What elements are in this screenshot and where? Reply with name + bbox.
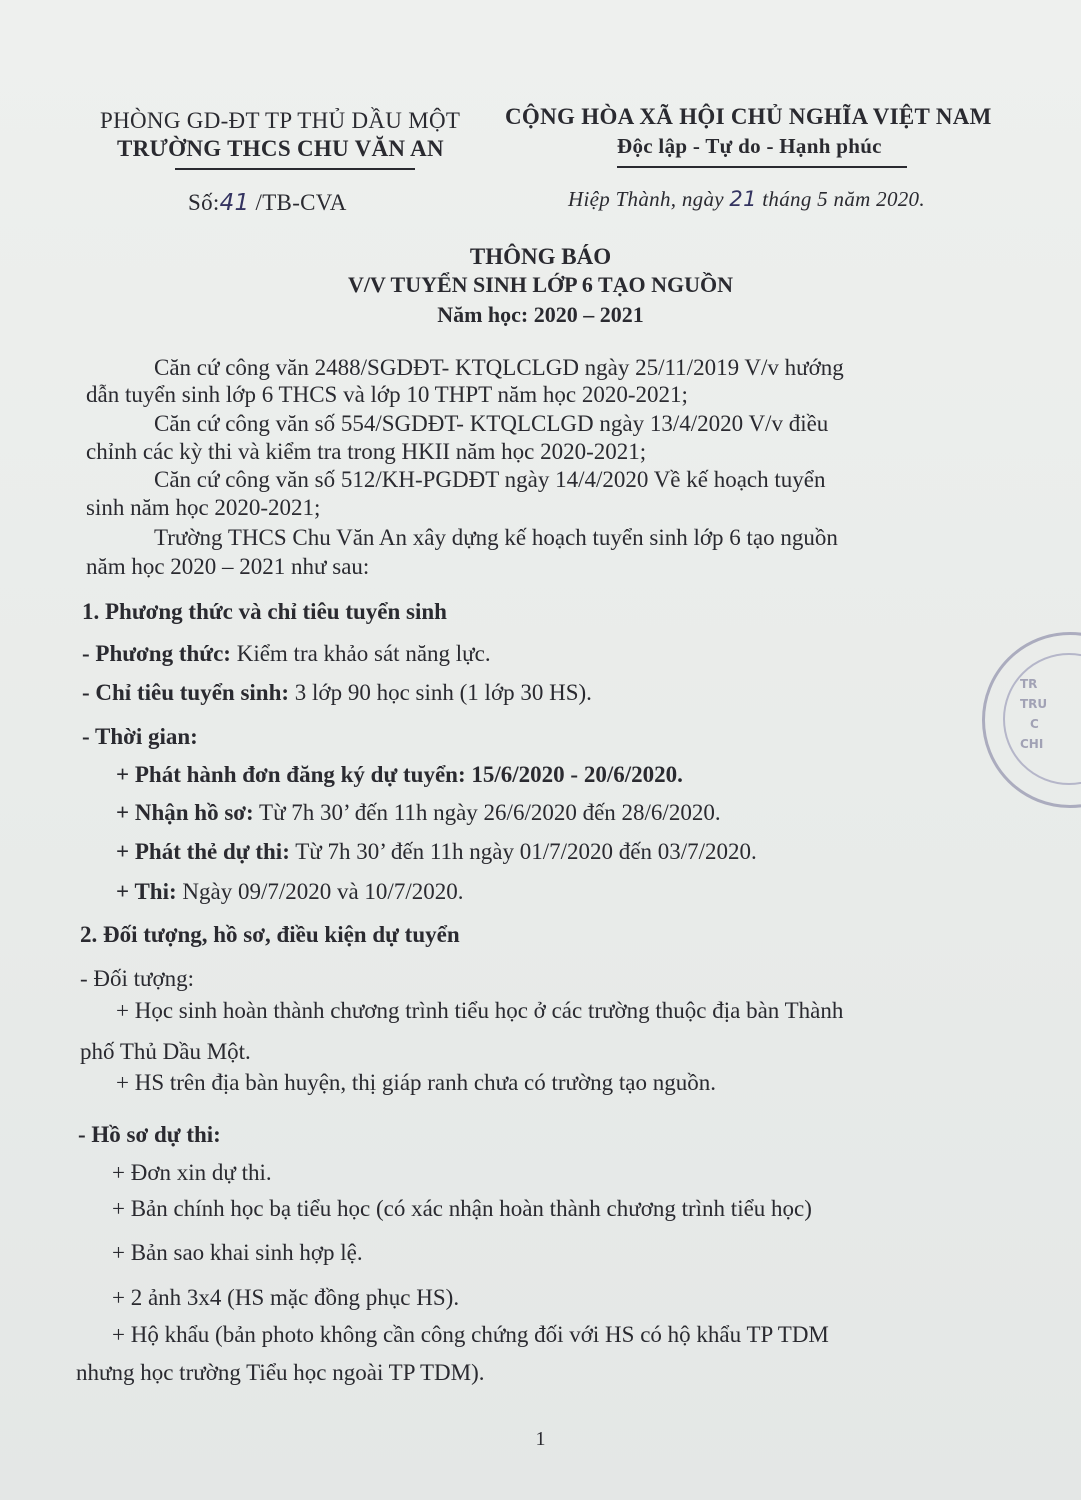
handwritten-day: 21 (729, 187, 757, 211)
section-2-heading: 2. Đối tượng, hồ sơ, điều kiện dự tuyển (80, 922, 460, 947)
doc-item-3: + Bản sao khai sinh hợp lệ. (112, 1240, 363, 1265)
plan-intro-line1: Trường THCS Chu Văn An xây dựng kế hoạch tuyển sinh lớp 6 tạo nguồn (154, 525, 838, 550)
doc-item-5-line2: nhưng học trường Tiểu học ngoài TP TDM). (76, 1360, 485, 1385)
issue-form-line: + Phát hành đơn đăng ký dự tuyển: 15/6/2020 - 20/6/2020. (116, 762, 683, 787)
motto-underline (617, 166, 907, 168)
target-2: + HS trên địa bàn huyện, thị giáp ranh chưa có trường tạo nguồn. (116, 1070, 717, 1095)
basis-3-line2: sinh năm học 2020-2021; (86, 495, 321, 520)
plan-intro-line2: năm học 2020 – 2021 như sau: (86, 554, 370, 579)
doc-item-2: + Bản chính học bạ tiểu học (có xác nhận hoàn thành chương trình tiểu học) (112, 1196, 812, 1221)
document-title: THÔNG BÁO (469, 244, 612, 269)
school-underline (175, 168, 415, 170)
exam-date-line: + Thi: Ngày 09/7/2020 và 10/7/2020. (116, 879, 464, 904)
basis-1-line2: dẫn tuyển sinh lớp 6 THCS và lớp 10 THPT năm học 2020-2021; (86, 382, 688, 407)
place-date: Hiệp Thành, ngày 21 tháng 5 năm 2020. (568, 187, 925, 211)
agency-name: PHÒNG GD-ĐT TP THỦ DẦU MỘT (100, 108, 461, 133)
official-seal-icon: TR TRU C CHI (982, 632, 1081, 808)
page-number: 1 (535, 1428, 546, 1450)
section-1-heading: 1. Phương thức và chỉ tiêu tuyển sinh (82, 599, 447, 624)
method-line: - Phương thức: Kiểm tra khảo sát năng lực. (82, 641, 491, 666)
school-name: TRƯỜNG THCS CHU VĂN AN (117, 136, 444, 161)
receive-docs-line: + Nhận hồ sơ: Từ 7h 30’ đến 11h ngày 26/6/2020 đến 28/6/2020. (116, 800, 721, 825)
doc-item-1: + Đơn xin dự thi. (112, 1160, 272, 1185)
handwritten-doc-number: 41 (219, 190, 250, 216)
document-subject: V/V TUYỂN SINH LỚP 6 TẠO NGUỒN (347, 272, 734, 297)
basis-2-line2: chỉnh các kỳ thi và kiểm tra trong HKII năm học 2020-2021; (86, 439, 647, 464)
basis-2-line1: Căn cứ công văn số 554/SGDĐT- KTQLCLGD ngày 13/4/2020 V/v điều (154, 411, 829, 436)
national-motto: Độc lập - Tự do - Hạnh phúc (617, 134, 882, 158)
docs-label: - Hồ sơ dự thi: (78, 1122, 221, 1147)
target-label: - Đối tượng: (80, 966, 195, 991)
school-year: Năm học: 2020 – 2021 (437, 302, 644, 327)
target-1-line1: + Học sinh hoàn thành chương trình tiểu học ở các trường thuộc địa bàn Thành (116, 998, 844, 1023)
basis-1-line1: Căn cứ công văn 2488/SGDĐT- KTQLCLGD ngày 25/11/2019 V/v hướng (154, 355, 844, 380)
time-label: - Thời gian: (82, 724, 198, 749)
doc-item-5-line1: + Hộ khẩu (bản photo không cần công chứng đối với HS có hộ khẩu TP TDM (112, 1322, 829, 1347)
doc-item-4: + 2 ảnh 3x4 (HS mặc đồng phục HS). (112, 1285, 460, 1310)
quota-line: - Chỉ tiêu tuyển sinh: 3 lớp 90 học sinh (1 lớp 30 HS). (82, 680, 592, 705)
document-number: Số:41 /TB-CVA (188, 190, 347, 216)
target-1-line2: phố Thủ Dầu Một. (80, 1039, 251, 1064)
basis-3-line1: Căn cứ công văn số 512/KH-PGDĐT ngày 14/4/2020 Về kế hoạch tuyển (154, 467, 826, 492)
national-title: CỘNG HÒA XÃ HỘI CHỦ NGHĨA VIỆT NAM (505, 104, 992, 129)
exam-card-line: + Phát thẻ dự thi: Từ 7h 30’ đến 11h ngày 01/7/2020 đến 03/7/2020. (116, 839, 757, 864)
